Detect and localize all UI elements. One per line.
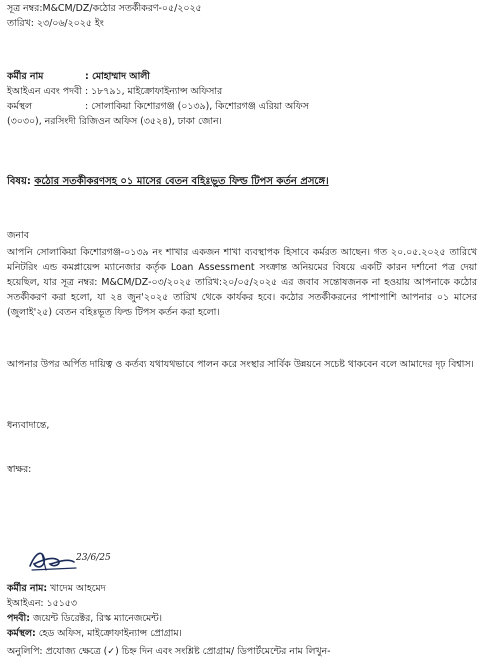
- employee-id-value: : ১৮৭৯১, মাইক্রোফাইন্যান্স অফিসার: [85, 86, 223, 97]
- signature-date: 23/6/25: [76, 553, 111, 563]
- signatory-name-label: কর্মীর নাম:: [7, 583, 48, 594]
- signatory-designation-row: [7, 613, 477, 626]
- signatory-workplace-row: [7, 628, 477, 641]
- subject-label: বিষয়:: [7, 176, 31, 187]
- signatory-workplace-label: কর্মস্থল:: [7, 628, 36, 639]
- subject-line: [7, 175, 477, 189]
- signatory-name-value: খাদেম আহমেদ: [50, 583, 106, 594]
- signatory-ein: ইআইএন: ১৫১৫৩: [7, 598, 77, 609]
- body-paragraph-1: আপনি সোলাকিয়া কিশোরগঞ্জ-০১৩৯ নং শাখার একজন শাখা ব্যবস্থাপক হিসাবে কর্মরত আছেন। গত ২০.০৫.২০২৫ তারিখে মনিটরিং এন্ড কমপ্লায়েন্স ম্যানেজার কর্তৃক Loan Assessment সংক্রান্ত অনিয়মের বিষয়ে একটি কারন দর্শানো পত্র দেয়া হয়েছিল, যার সূত্র নম্বর: M&CM/DZ-০৩/২০২৫ তারিখ:২০/০৫/২০২৫ এর জবাব সন্তোষজনক না হওয়ায় আপনাকে কঠোর সতর্কীকরণ করা হলো, যা ২৪ জুন'২০২৫ তারিখ থেকে কার্যকর হবে। কঠোর সতর্কীকরনের পাশাপাশি আপনার ০১ মাসের (জুলাই'২৫) বেতন বহিঃভূত ফিল্ড টিপস কর্তন করা হলো।: [7, 247, 477, 319]
- employee-workplace-label: কর্মস্থল: [7, 101, 32, 112]
- copies-line-1: অনুলিপি: প্রযোজ্য ক্ষেত্রে (✓) চিহ্ন দিন এবং সংশ্লিষ্ট প্রোগ্রাম/ ডিপার্টমেন্টের নাম লিখুন-: [7, 646, 331, 657]
- signatory-name-row: [7, 583, 477, 596]
- signatory-designation-label: পদবী:: [7, 613, 30, 624]
- employee-workplace-row: [7, 101, 477, 114]
- salutation: জনাব: [7, 230, 29, 241]
- employee-name-label: কর্মীর নাম: [7, 71, 44, 82]
- signatory-workplace-value: হেড অফিস, মাইক্রোফাইন্যান্স প্রোগ্রাম।: [38, 628, 182, 639]
- employee-id-label: ইআইএন এবং পদবী: [7, 86, 82, 97]
- employee-name-row: [7, 71, 477, 84]
- letter-date: তারিখ: ২৩/০৬/২০২৫ ইং: [7, 18, 104, 29]
- employee-workplace-cont: (৩০৩০), নরসিংদী রিজিওন অফিস (৩৫২৪), ঢাকা জোন।: [7, 116, 222, 127]
- signature-label: স্বাক্ষর:: [7, 464, 32, 475]
- closing: ধন্যবাদান্তে,: [7, 420, 50, 431]
- employee-workplace-value: : সোলাকিয়া কিশোরগঞ্জ (০১৩৯), কিশোরগঞ্জ এরিয়া অফিস: [85, 101, 309, 112]
- signatory-designation-value: জয়েন্ট ডিরেক্টর, রিস্ক ম্যানেজমেন্ট।: [32, 613, 162, 624]
- reference-number: সূত্র নম্বর:M&CM/DZ/কঠোর সতর্কীকরণ-০৫/২০২৫: [7, 3, 202, 14]
- employee-name-value: : মোহাম্মাদ আলী: [85, 71, 150, 82]
- body-paragraph-2: আপনার উপর অর্পিত দায়িত্ব ও কর্তব্য যথাযথভাবে পালন করে সংস্থার সার্বিক উন্নয়নে সচেষ্ট থাকবেন বলে আমাদের দৃঢ় বিশ্বাস।: [7, 359, 474, 370]
- employee-id-row: [7, 86, 477, 99]
- subject-text: কঠোর সতর্কীকরণসহ ০১ মাসের বেতন বহিঃভূত ফিল্ড টিপস কর্তন প্রসঙ্গে।: [34, 176, 329, 187]
